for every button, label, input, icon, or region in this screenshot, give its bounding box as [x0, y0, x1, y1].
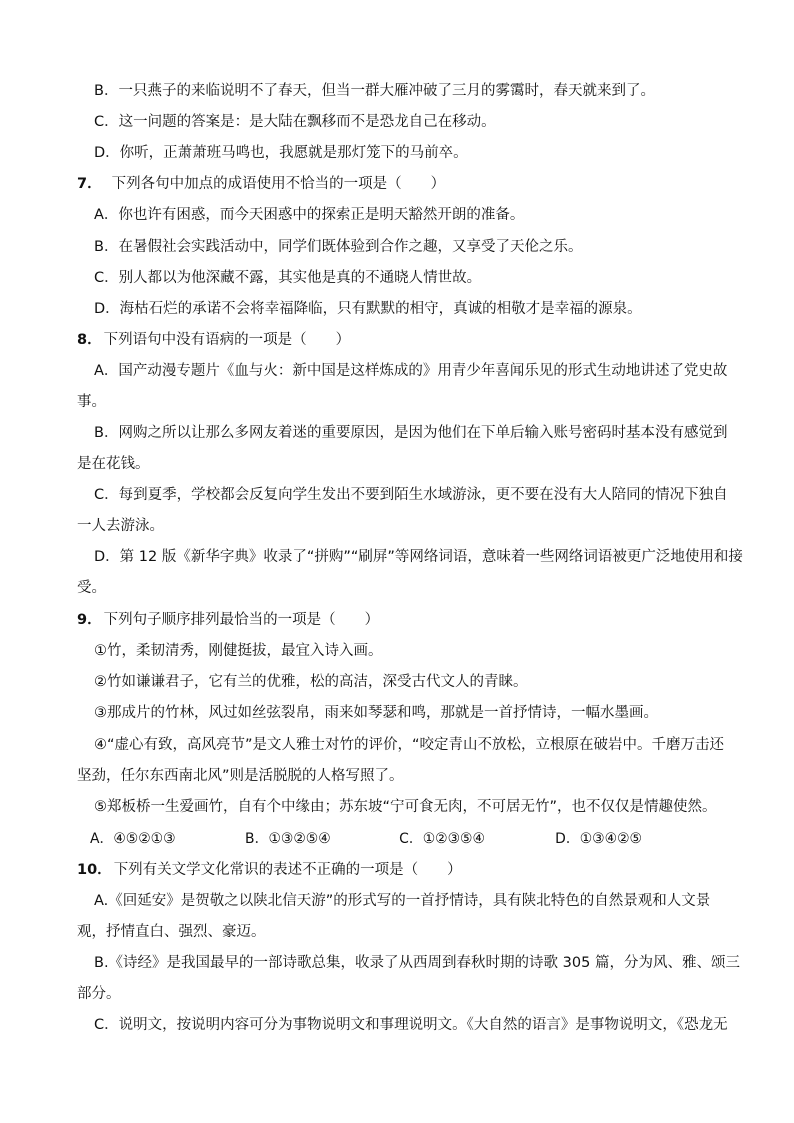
question-9-stem	[77, 610, 379, 630]
q10-option-a-line2: 观，抒情直白、强烈、豪迈。	[77, 924, 266, 940]
q9-sentence-5: ⑤郑板桥一生爱画竹，自有个中缘由；苏东坡“宁可食无肉，不可居无竹”，也不仅仅是情趣使然。	[94, 799, 717, 815]
question-text: 下列句子顺序排列最恰当的一项是（ ）	[103, 612, 380, 628]
q8-option-b-line1: B．网购之所以让那么多网友着迷的重要原因，是因为他们在下单后输入账号密码时基本没有感觉到	[94, 425, 728, 441]
q6-option-c: C．这一问题的答案是：是大陆在飘移而不是恐龙自己在移动。	[94, 114, 496, 130]
q7-option-c: C．别人都以为他深藏不露，其实他是真的不通晓人情世故。	[94, 270, 482, 286]
question-7-stem	[77, 174, 445, 194]
q8-option-d-line1: D．第 12 版《新华字典》收录了“拼购”“刷屏”等网络词语，意味着一些网络词语被更广泛地使用和接	[94, 549, 743, 565]
q9-choices	[0, 829, 760, 849]
q9-sentence-3: ③那成片的竹林，风过如丝弦裂帛，雨来如琴瑟和鸣，那就是一首抒情诗，一幅水墨画。	[94, 705, 658, 721]
q10-option-a-line1: A.《回延安》是贺敬之以陕北信天游”的形式写的一首抒情诗，具有陕北特色的自然景观和人文景	[94, 893, 711, 909]
question-10-stem	[77, 860, 462, 880]
q8-option-d-line2: 受。	[77, 580, 106, 596]
q9-sentence-4-line1: ④“虚心有致，高风亮节”是文人雅士对竹的评价，“咬定青山不放松，立根原在破岩中。千磨万击还	[94, 737, 725, 753]
q9-sentence-2: ②竹如谦谦君子，它有兰的优雅，松的高洁，深受古代文人的青睐。	[94, 674, 528, 690]
q9-sentence-4-line2: 坚劲，任尔东西南北风”则是活脱脱的人格写照了。	[77, 768, 404, 784]
question-text: 下列语句中没有语病的一项是（ ）	[103, 332, 351, 348]
q7-option-d: D．海枯石烂的承诺不会将幸福降临，只有默默的相守，真诚的相敬才是幸福的源泉。	[94, 301, 642, 317]
q8-option-a-line2: 事。	[77, 394, 106, 410]
q7-option-b: B．在暑假社会实践活动中，同学们既体验到合作之趣，又享受了天伦之乐。	[94, 239, 583, 255]
q9-choice-a: A．④⑤②①③	[89, 831, 176, 847]
q10-option-c-line1: C．说明文，按说明内容可分为事物说明文和事理说明文。《大自然的语言》是事物说明文，《恐龙无	[94, 1017, 728, 1033]
q9-choice-c: C．①②③⑤④	[399, 831, 485, 847]
question-number: 9．	[77, 612, 102, 628]
question-8-stem	[77, 330, 350, 350]
q8-option-b-line2: 是在花钱。	[77, 456, 150, 472]
q8-option-c-line1: C．每到夏季，学校都会反复向学生发出不要到陌生水域游泳，更不要在没有大人陪同的情况下独自	[94, 487, 728, 503]
q9-sentence-1: ①竹，柔韧清秀，刚健挺拔，最宜入诗入画。	[94, 643, 383, 659]
question-text: 下列各句中加点的成语使用不恰当的一项是（ ）	[111, 176, 446, 192]
question-number: 10．	[77, 862, 112, 878]
q9-choice-d: D．①③④②⑤	[555, 831, 642, 847]
question-number: 7．	[77, 176, 102, 192]
q7-option-a: A．你也许有困惑，而今天困惑中的探索正是明天豁然开朗的准备。	[94, 207, 525, 223]
q9-choice-b: B．①③②⑤④	[245, 831, 331, 847]
q10-option-b-line1: B.《诗经》是我国最早的一部诗歌总集，收录了从西周到春秋时期的诗歌 305 篇，分为风、雅、颂三	[94, 955, 740, 971]
question-text: 下列有关文学文化常识的表述不正确的一项是（ ）	[113, 862, 462, 878]
q6-option-b: B．一只燕子的来临说明不了春天，但当一群大雁冲破了三月的雾霭时，春天就来到了。	[94, 83, 655, 99]
q8-option-a-line1: A．国产动漫专题片《血与火：新中国是这样炼成的》用青少年喜闻乐见的形式生动地讲述了党史故	[94, 363, 728, 379]
question-number: 8．	[77, 332, 102, 348]
q10-option-b-line2: 部分。	[77, 986, 121, 1002]
q8-option-c-line2: 一人去游泳。	[77, 518, 164, 534]
q6-option-d: D．你听，正萧萧班马鸣也，我愿就是那灯笼下的马前卒。	[94, 145, 468, 161]
